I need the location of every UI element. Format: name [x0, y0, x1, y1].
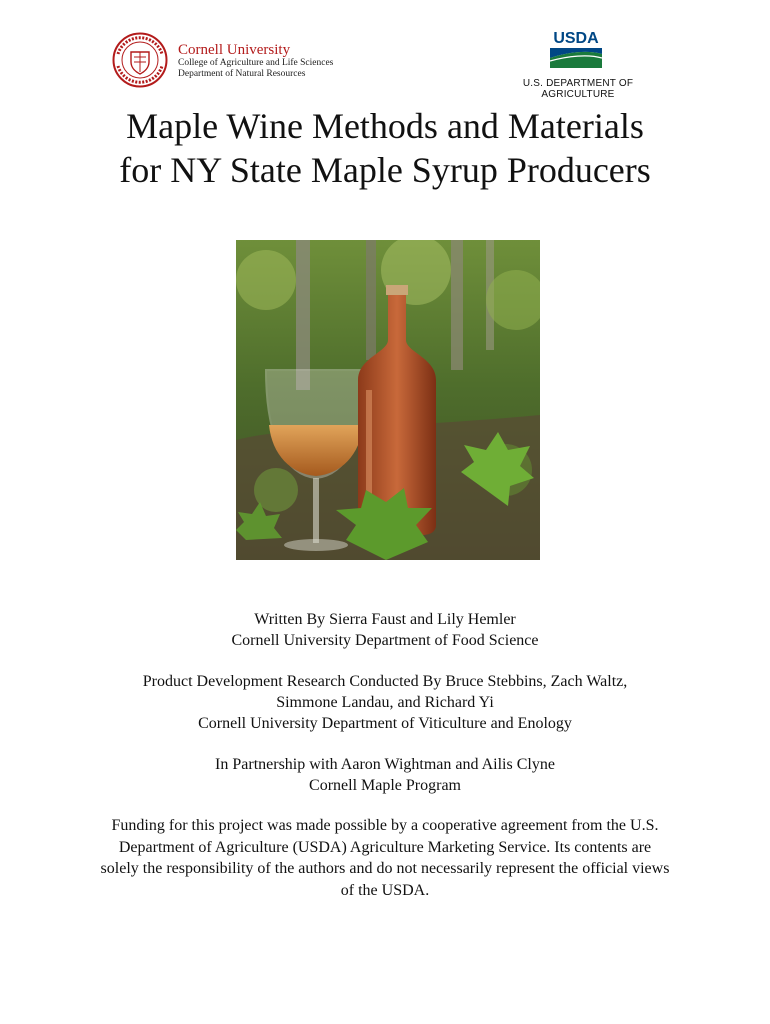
cover-photo: [236, 240, 540, 560]
research-block: [0, 671, 770, 734]
research-line-2: Simmone Landau, and Richard Yi: [276, 694, 494, 711]
cornell-logo: [112, 32, 333, 88]
research-line-1: Product Development Research Conducted By Bruce Stebbins, Zach Waltz,: [142, 673, 628, 690]
usda-department-name: U.S. DEPARTMENT OF AGRICULTURE: [522, 78, 634, 100]
written-by: Written By Sierra Faust and Lily Hemler: [254, 611, 516, 628]
partnership-line: In Partnership with Aaron Wightman and Ailis Clyne: [215, 756, 555, 773]
partnership-program: Cornell Maple Program: [309, 777, 461, 794]
document-title: [0, 104, 770, 192]
credits-section: [0, 609, 770, 816]
funding-statement: Funding for this project was made possible by a cooperative agreement from the U.S. Department of Agriculture (USDA) Agriculture Marketing Service. Its contents are solely the responsibility of the authors and do not necessarily represent the official views of the USDA.: [100, 817, 670, 899]
svg-text:USDA: USDA: [553, 30, 599, 47]
title-line-1: Maple Wine Methods and Materials: [126, 106, 644, 146]
cornell-seal-icon: [112, 32, 168, 88]
authors-block: [0, 609, 770, 651]
written-by-department: Cornell University Department of Food Science: [231, 632, 539, 649]
usda-logo: [488, 28, 668, 100]
usda-logo-icon: [548, 28, 604, 70]
department-name: Department of Natural Resources: [178, 69, 306, 79]
research-department: Cornell University Department of Viticulture and Enology: [198, 715, 572, 732]
title-line-2: for NY State Maple Syrup Producers: [119, 150, 651, 190]
cornell-university-name: Cornell University: [178, 42, 291, 58]
college-name: College of Agriculture and Life Sciences: [178, 58, 334, 68]
page-header: [0, 0, 770, 100]
partnership-block: [0, 754, 770, 796]
